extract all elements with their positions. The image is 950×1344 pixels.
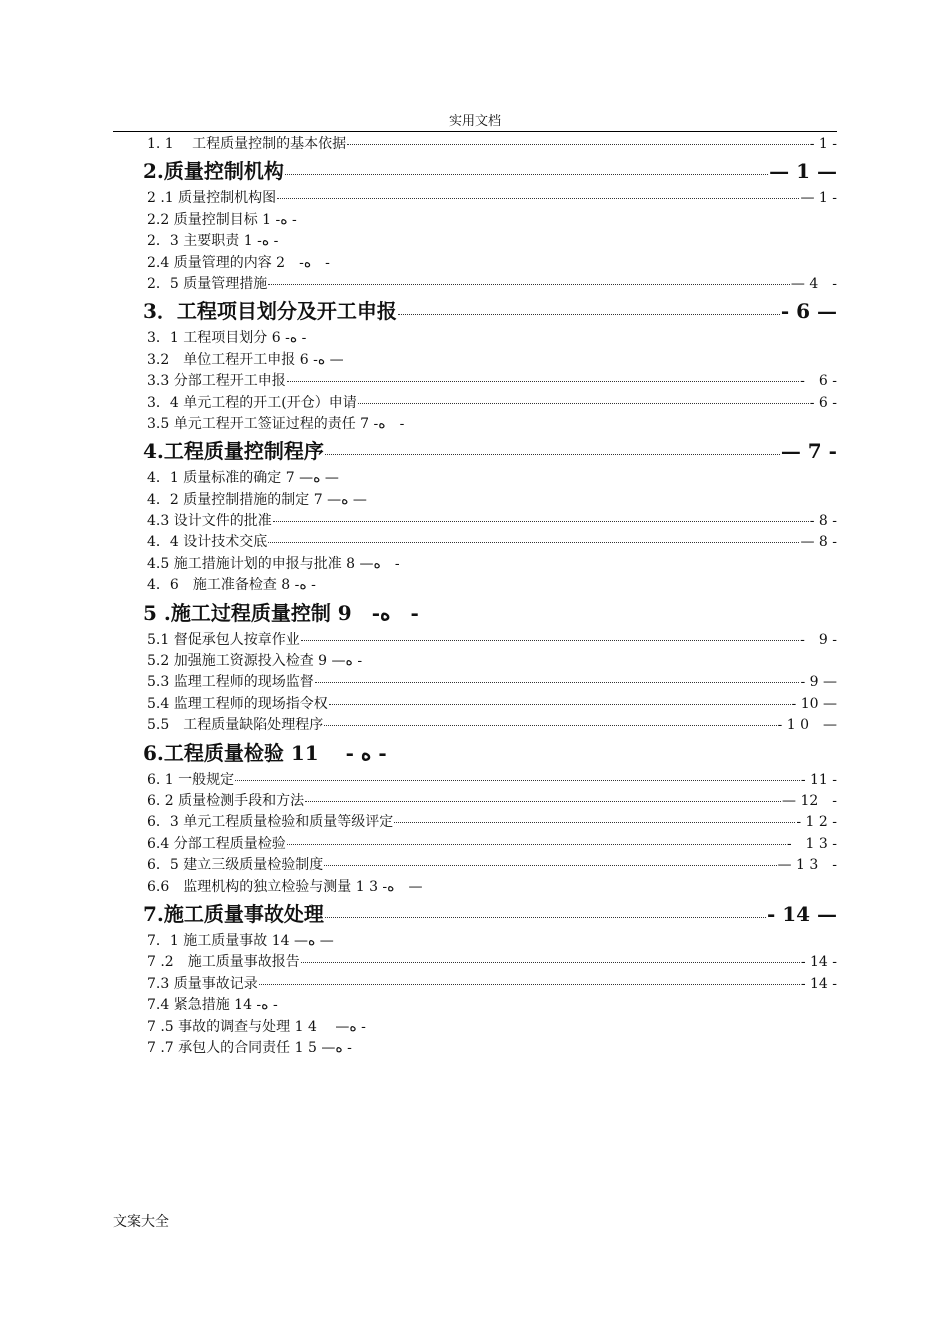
toc-entry[interactable] [113, 715, 837, 736]
toc-entry[interactable] [113, 651, 837, 672]
toc-entry[interactable] [113, 134, 837, 155]
toc-page-number: - 1 - [809, 136, 837, 152]
dot-leader [268, 542, 799, 543]
toc-entry[interactable] [113, 274, 837, 295]
dot-leader [347, 144, 809, 145]
toc-entry[interactable] [113, 812, 837, 833]
dot-leader [301, 962, 800, 963]
toc-page-number: — 7 - [780, 439, 837, 464]
toc-page-number: - 6 — [780, 299, 837, 324]
toc-entry-title: 6．3 单元工程质量检验和质量等级评定 [147, 814, 394, 831]
toc-entry-title: 5 .施工过程质量控制 9 -ه - [143, 600, 419, 625]
toc-entry-title: 3．工程项目划分及开工申报 [143, 299, 397, 324]
toc-entry-title: 3.2 单位工程开工申报 6 -ه — [147, 351, 344, 368]
toc-page-number: - 14 - [800, 975, 837, 992]
toc-entry[interactable] [113, 328, 837, 349]
toc-page-number: - 9 - [800, 631, 837, 648]
toc-page-number: - 10 — [791, 695, 837, 712]
dot-leader [324, 865, 776, 866]
toc-entry-title: 5.4 监理工程师的现场指令权 [147, 695, 328, 712]
toc-entry[interactable] [113, 672, 837, 693]
toc-entry[interactable] [113, 490, 837, 511]
toc-page-number: - 1 3 - [786, 835, 837, 852]
toc-entry-title: 2．5 质量管理措施 [147, 275, 268, 292]
toc-entry-title: 6.工程质量检验 11 - ه - [143, 740, 387, 765]
toc-entry-title: 3．4 单元工程的开工(开仓）申请 [147, 394, 357, 411]
toc-entry-title: 6. 1 一般规定 [147, 771, 235, 788]
toc-entry-title: 4.5 施工措施计划的申报与批准 8 —ه - [147, 555, 400, 572]
toc-page-number: — 1 - [800, 190, 837, 207]
toc-entry-title: 3.3 分部工程开工申报 [147, 373, 286, 390]
toc-entry[interactable] [113, 770, 837, 791]
toc-entry[interactable] [113, 855, 837, 876]
toc-page-number: — 12 - [782, 792, 837, 809]
dot-leader [277, 198, 799, 199]
dot-leader [324, 725, 776, 726]
toc-entry-title: 2．3 主要职责 1 -ه - [147, 233, 279, 250]
toc-page-number: — 1 3 - [777, 857, 837, 874]
dot-leader [287, 381, 799, 382]
toc-entry[interactable] [113, 974, 837, 995]
toc-page-number: - 9 — [800, 674, 837, 691]
toc-page-number: - 1 2 - [796, 814, 837, 831]
toc-entry[interactable] [113, 694, 837, 715]
toc-page-number: — 1 — [769, 159, 837, 184]
toc-entry-title: 2.2 质量控制目标 1 -ه - [147, 211, 297, 228]
toc-entry[interactable] [113, 1038, 837, 1059]
toc-entry[interactable] [113, 350, 837, 371]
dot-leader [259, 984, 800, 985]
toc-entry[interactable] [113, 532, 837, 553]
toc-entry[interactable] [113, 210, 837, 231]
toc-entry-title: 2.质量控制机构 [143, 159, 284, 184]
toc-entry[interactable] [113, 371, 837, 392]
dot-leader [287, 844, 786, 845]
toc-entry-title: 4.工程质量控制程序 [143, 439, 324, 464]
toc-entry-title: 7.4 紧急措施 14 -ه - [147, 997, 278, 1014]
toc-entry[interactable] [113, 952, 837, 973]
toc-entry-title: 6．5 建立三级质量检验制度 [147, 857, 324, 874]
toc-entry[interactable] [113, 791, 837, 812]
toc-entry-title: 7.施工质量事故处理 [143, 901, 324, 926]
dot-leader [398, 314, 780, 315]
toc-page-number: - 14 — [766, 901, 837, 926]
toc-entry[interactable] [113, 393, 837, 414]
toc-entry-title: 7 .7 承包人的合同责任 1 5 —ه - [147, 1039, 352, 1056]
toc-page-number: - 11 - [800, 771, 837, 788]
toc-section-heading[interactable] [113, 155, 837, 188]
toc-section-heading[interactable] [113, 597, 837, 630]
toc-entry-title: 7.3 质量事故记录 [147, 975, 258, 992]
toc-entry-title: 4．1 质量标准的确定 7 —ه — [147, 470, 339, 487]
dot-leader [315, 682, 800, 683]
toc-entry-title: 5.5 工程质量缺陷处理程序 [147, 717, 324, 734]
toc-section-heading[interactable] [113, 737, 837, 770]
toc-entry-title: 2 .1 质量控制机构图 [147, 190, 277, 207]
toc-entry[interactable] [113, 253, 837, 274]
dot-leader [285, 174, 768, 175]
dot-leader [268, 284, 790, 285]
toc-entry[interactable] [113, 995, 837, 1016]
toc-page-number: - 8 - [809, 513, 837, 530]
toc-entry[interactable] [113, 511, 837, 532]
toc-entry-title: 6. 2 质量检测手段和方法 [147, 792, 305, 809]
toc-section-heading[interactable] [113, 898, 837, 931]
toc-entry-title: 4．4 设计技术交底 [147, 534, 268, 551]
table-of-contents [113, 134, 837, 1059]
toc-page-number: — 4 - [790, 275, 837, 292]
toc-section-heading[interactable] [113, 435, 837, 468]
dot-leader [325, 917, 766, 918]
toc-page-number: — 8 - [800, 534, 837, 551]
dot-leader [235, 780, 800, 781]
toc-entry[interactable] [113, 630, 837, 651]
toc-entry[interactable] [113, 931, 837, 952]
toc-page-number: - 6 - [800, 373, 837, 390]
dot-leader [329, 704, 791, 705]
toc-entry[interactable] [113, 1017, 837, 1038]
toc-entry[interactable] [113, 877, 837, 898]
toc-section-heading[interactable] [113, 295, 837, 328]
toc-entry-title: 7．1 施工质量事故 14 —ه — [147, 932, 334, 949]
toc-entry-title: 7 .5 事故的调查与处理 1 4 —ه - [147, 1018, 366, 1035]
page-footer: 文案大全 [113, 1214, 169, 1230]
toc-entry[interactable] [113, 414, 837, 435]
toc-entry[interactable] [113, 575, 837, 596]
toc-entry-title: 5.3 监理工程师的现场监督 [147, 674, 314, 691]
toc-entry-title: 5.1 督促承包人按章作业 [147, 631, 300, 648]
toc-entry-title: 1. 1 工程质量控制的基本依据 [147, 136, 347, 152]
toc-entry-title: 6.4 分部工程质量检验 [147, 835, 286, 852]
toc-entry-title: 3.5 单元工程开工签证过程的责任 7 -ه - [147, 415, 405, 432]
toc-entry[interactable] [113, 468, 837, 489]
toc-page-number: - 6 - [809, 394, 837, 411]
toc-entry-title: 4．6 施工准备检查 8 -ه - [147, 577, 316, 594]
dot-leader [273, 521, 809, 522]
toc-entry[interactable] [113, 188, 837, 209]
dot-leader [301, 640, 799, 641]
dot-leader [325, 454, 780, 455]
toc-entry-title: 5.2 加强施工资源投入检查 9 —ه - [147, 653, 363, 670]
toc-entry-title: 6.6 监理机构的独立检验与测量 1 3 -ه — [147, 878, 423, 895]
toc-entry-title: 2.4 质量管理的内容 2 -ه - [147, 254, 330, 271]
toc-entry-title: 4．2 质量控制措施的制定 7 —ه — [147, 491, 367, 508]
toc-entry-title: 7 .2 施工质量事故报告 [147, 954, 300, 971]
toc-entry[interactable] [113, 231, 837, 252]
page-header: 实用文档 [113, 113, 837, 132]
toc-entry[interactable] [113, 834, 837, 855]
dot-leader [305, 801, 781, 802]
toc-entry[interactable] [113, 554, 837, 575]
toc-entry-title: 3．1 工程项目划分 6 -ه - [147, 330, 307, 347]
toc-page-number: - 1 0 — [777, 717, 837, 734]
dot-leader [394, 822, 795, 823]
toc-page-number: - 14 - [800, 954, 837, 971]
toc-entry-title: 4.3 设计文件的批准 [147, 513, 272, 530]
dot-leader [358, 403, 809, 404]
